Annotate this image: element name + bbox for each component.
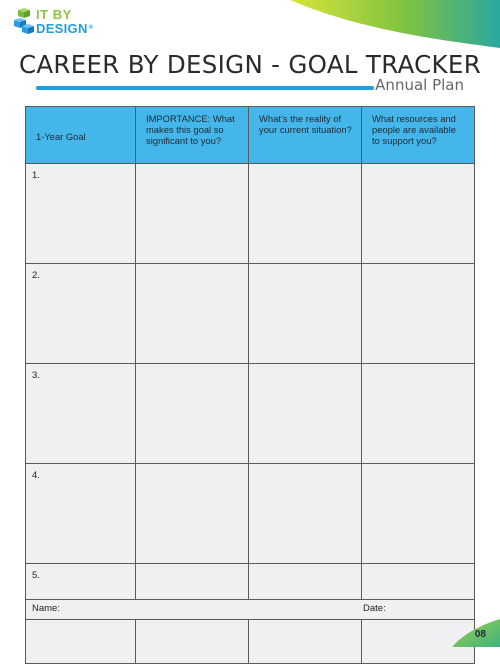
importance-cell[interactable] [136, 164, 249, 264]
logo-wordmark-top [36, 8, 72, 21]
importance-cell[interactable] [136, 464, 249, 564]
page-title: CAREER BY DESIGN - GOAL TRACKER [18, 50, 482, 79]
resources-cell[interactable] [362, 164, 475, 264]
goal-cell[interactable] [26, 264, 136, 364]
table-header-row [26, 107, 475, 164]
title-underline-bar [36, 86, 374, 90]
logo-word-by: BY [52, 7, 72, 22]
row-number: 5. [32, 570, 40, 581]
importance-cell[interactable] [136, 264, 249, 364]
logo-word-it: IT [36, 7, 49, 22]
table-row [26, 364, 475, 464]
row-number: 3. [32, 370, 40, 381]
name-label: Name: [32, 603, 60, 614]
row-number: 1. [32, 170, 40, 181]
reality-cell[interactable] [249, 264, 362, 364]
name-date-field[interactable] [25, 599, 475, 620]
column-header-reality: What’s the reality of your current situation? [249, 107, 362, 164]
page-subtitle: Annual Plan [375, 76, 464, 94]
row-number: 4. [32, 470, 40, 481]
cubes-logo-icon [14, 8, 34, 36]
logo-wordmark-bottom [36, 22, 93, 35]
page-number: 08 [474, 629, 486, 640]
goal-cell[interactable] [26, 164, 136, 264]
resources-cell[interactable] [362, 464, 475, 564]
resources-cell[interactable] [362, 264, 475, 364]
resources-cell[interactable] [362, 364, 475, 464]
reality-cell[interactable] [249, 164, 362, 264]
goal-tracker-table [25, 106, 475, 664]
header-swoosh-decoration [290, 0, 500, 52]
it-by-design-logo [14, 6, 94, 38]
table-row [26, 164, 475, 264]
column-header-resources: What resources and people are available to support you? [362, 107, 475, 164]
row-number: 2. [32, 270, 40, 281]
goal-cell[interactable] [26, 364, 136, 464]
logo-word-design: DESIGN [36, 21, 88, 36]
column-header-importance: IMPORTANCE: What makes this goal so significant to you? [136, 107, 249, 164]
table-row [26, 464, 475, 564]
date-label: Date: [363, 603, 386, 614]
importance-cell[interactable] [136, 364, 249, 464]
logo-registered-mark: ® [88, 25, 94, 31]
table-row [26, 264, 475, 364]
goal-cell[interactable] [26, 464, 136, 564]
column-header-goal: 1-Year Goal [26, 107, 136, 164]
reality-cell[interactable] [249, 364, 362, 464]
reality-cell[interactable] [249, 464, 362, 564]
